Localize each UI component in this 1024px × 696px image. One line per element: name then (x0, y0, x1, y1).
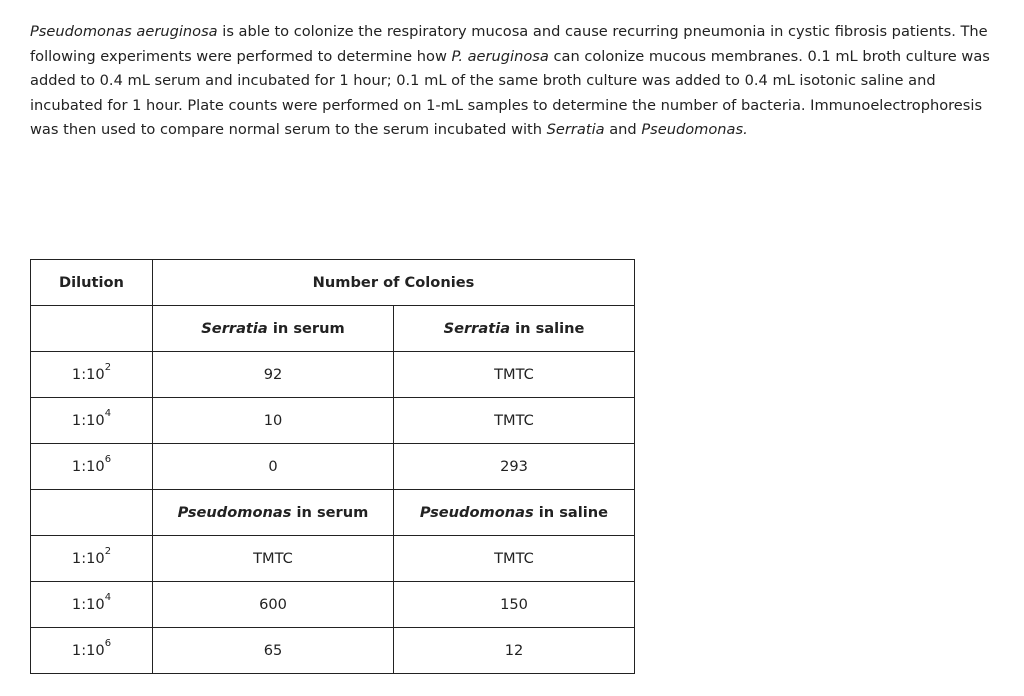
table-row (31, 582, 635, 628)
dilution-exponent: 4 (104, 408, 112, 419)
table-row (31, 444, 635, 490)
dilution-base: 1:10 (71, 412, 105, 429)
serum-count-cell: 600 (153, 582, 394, 628)
saline-count-cell: 12 (394, 628, 635, 674)
saline-count-cell: 293 (394, 444, 635, 490)
condition-label: in saline (533, 504, 609, 521)
dilution-exponent: 2 (104, 546, 112, 557)
dilution-cell (31, 398, 153, 444)
intro-text: can colonize mucous membranes. 0.1 mL broth culture was added to 0.4 mL serum and incubated for 1 hour; 0.1 mL of the same broth culture was added to 0.4 mL isotonic saline and incubated for 1 hour. Plate counts were performed on 1-mL samples to determine the number of bacteria. Immunoelectrophoresis was then used to compare normal serum to the serum incubated with (30, 47, 990, 138)
dilution-exponent: 6 (104, 638, 112, 649)
intro-paragraph (30, 20, 990, 143)
serratia-serum-header (153, 306, 394, 352)
dilution-exponent: 6 (104, 454, 112, 465)
pseudomonas-serum-header (153, 490, 394, 536)
saline-count-cell: TMTC (394, 398, 635, 444)
saline-count-cell: 150 (394, 582, 635, 628)
saline-count-cell: TMTC (394, 352, 635, 398)
table-row (31, 398, 635, 444)
table-row (31, 352, 635, 398)
dilution-cell (31, 628, 153, 674)
table-header-row (31, 260, 635, 306)
organism-name: Serratia (546, 121, 605, 138)
serum-count-cell: 65 (153, 628, 394, 674)
dilution-exponent: 2 (104, 362, 112, 373)
organism-label: Serratia (443, 320, 511, 337)
dilution-cell (31, 536, 153, 582)
serratia-saline-header (394, 306, 635, 352)
serratia-subheader-row (31, 306, 635, 352)
dilution-cell (31, 352, 153, 398)
dilution-base: 1:10 (71, 458, 105, 475)
organism-label: Serratia (201, 320, 268, 337)
empty-cell (31, 490, 153, 536)
condition-label: in serum (267, 320, 345, 337)
condition-label: in serum (291, 504, 369, 521)
dilution-base: 1:10 (71, 642, 105, 659)
intro-text: is able to colonize the respiratory mucosa and cause recurring pneumonia in cystic fibrosis patients. The following experiments were performed to determine how (30, 23, 988, 65)
table-row (31, 536, 635, 582)
serum-count-cell: 0 (153, 444, 394, 490)
dilution-exponent: 4 (104, 592, 112, 603)
colony-count-table (30, 259, 635, 674)
saline-count-cell: TMTC (394, 536, 635, 582)
table-row (31, 628, 635, 674)
dilution-base: 1:10 (71, 550, 105, 567)
dilution-cell (31, 582, 153, 628)
intro-text: and (604, 121, 642, 138)
serum-count-cell: 92 (153, 352, 394, 398)
organism-label: Pseudomonas (177, 504, 292, 521)
dilution-cell (31, 444, 153, 490)
dilution-header: Dilution (31, 260, 153, 306)
dilution-base: 1:10 (71, 596, 105, 613)
species-name: P. aeruginosa (451, 47, 549, 65)
dilution-base: 1:10 (71, 366, 105, 383)
pseudomonas-subheader-row (31, 490, 635, 536)
colonies-header: Number of Colonies (153, 260, 635, 306)
organism-label: Pseudomonas (419, 504, 534, 521)
condition-label: in saline (510, 320, 585, 337)
serum-count-cell: TMTC (153, 536, 394, 582)
pseudomonas-saline-header (394, 490, 635, 536)
serum-count-cell: 10 (153, 398, 394, 444)
empty-cell (31, 306, 153, 352)
organism-name: Pseudomonas. (641, 121, 748, 138)
species-name: Pseudomonas aeruginosa (30, 23, 218, 40)
